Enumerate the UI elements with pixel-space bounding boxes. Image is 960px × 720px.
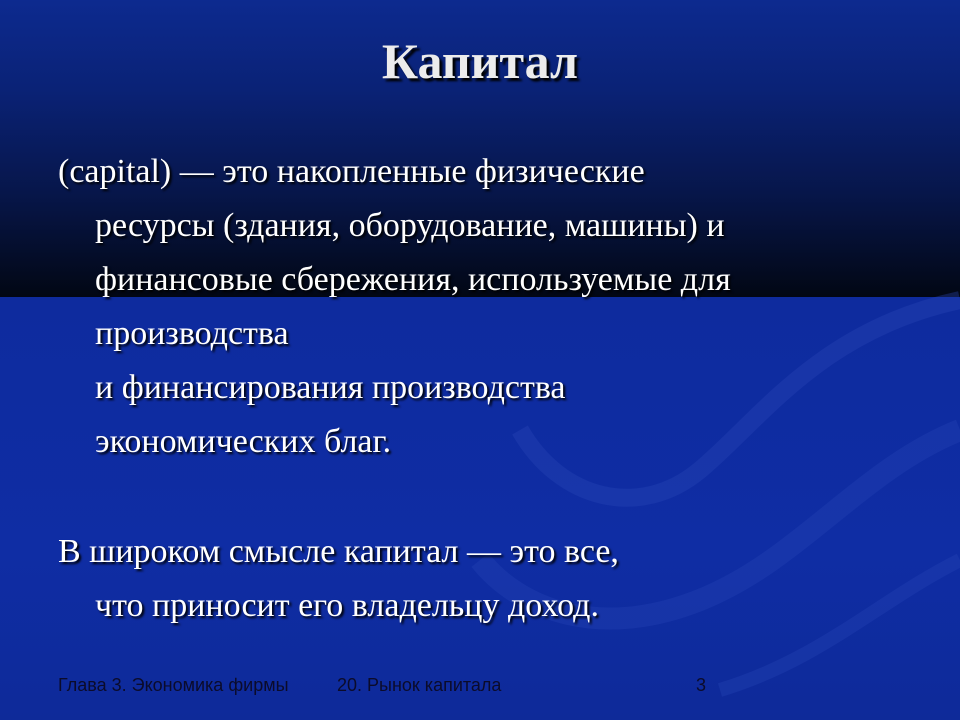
definition-line: производства <box>95 315 289 352</box>
page-number: 3 <box>696 675 707 695</box>
footer-chapter: Глава 3. Экономика фирмы <box>58 675 289 695</box>
definition-line: финансовые сбережения, используемые для <box>95 261 731 298</box>
definition-paragraph <box>58 145 731 469</box>
definition-line: и финансирования производства <box>95 369 566 406</box>
definition-line: экономических благ. <box>95 423 392 460</box>
definition-line: ресурсы (здания, оборудование, машины) и <box>95 207 725 244</box>
broad-meaning-line: что приносит его владельцу доход. <box>95 587 599 624</box>
broad-meaning-paragraph <box>58 525 619 633</box>
slide-title: Капитал <box>381 33 579 89</box>
broad-meaning-line: В широком смысле капитал — это все, <box>58 533 619 570</box>
footer-section: 20. Рынок капитала <box>337 675 502 695</box>
definition-line: (capital) — это накопленные физические <box>58 153 645 190</box>
